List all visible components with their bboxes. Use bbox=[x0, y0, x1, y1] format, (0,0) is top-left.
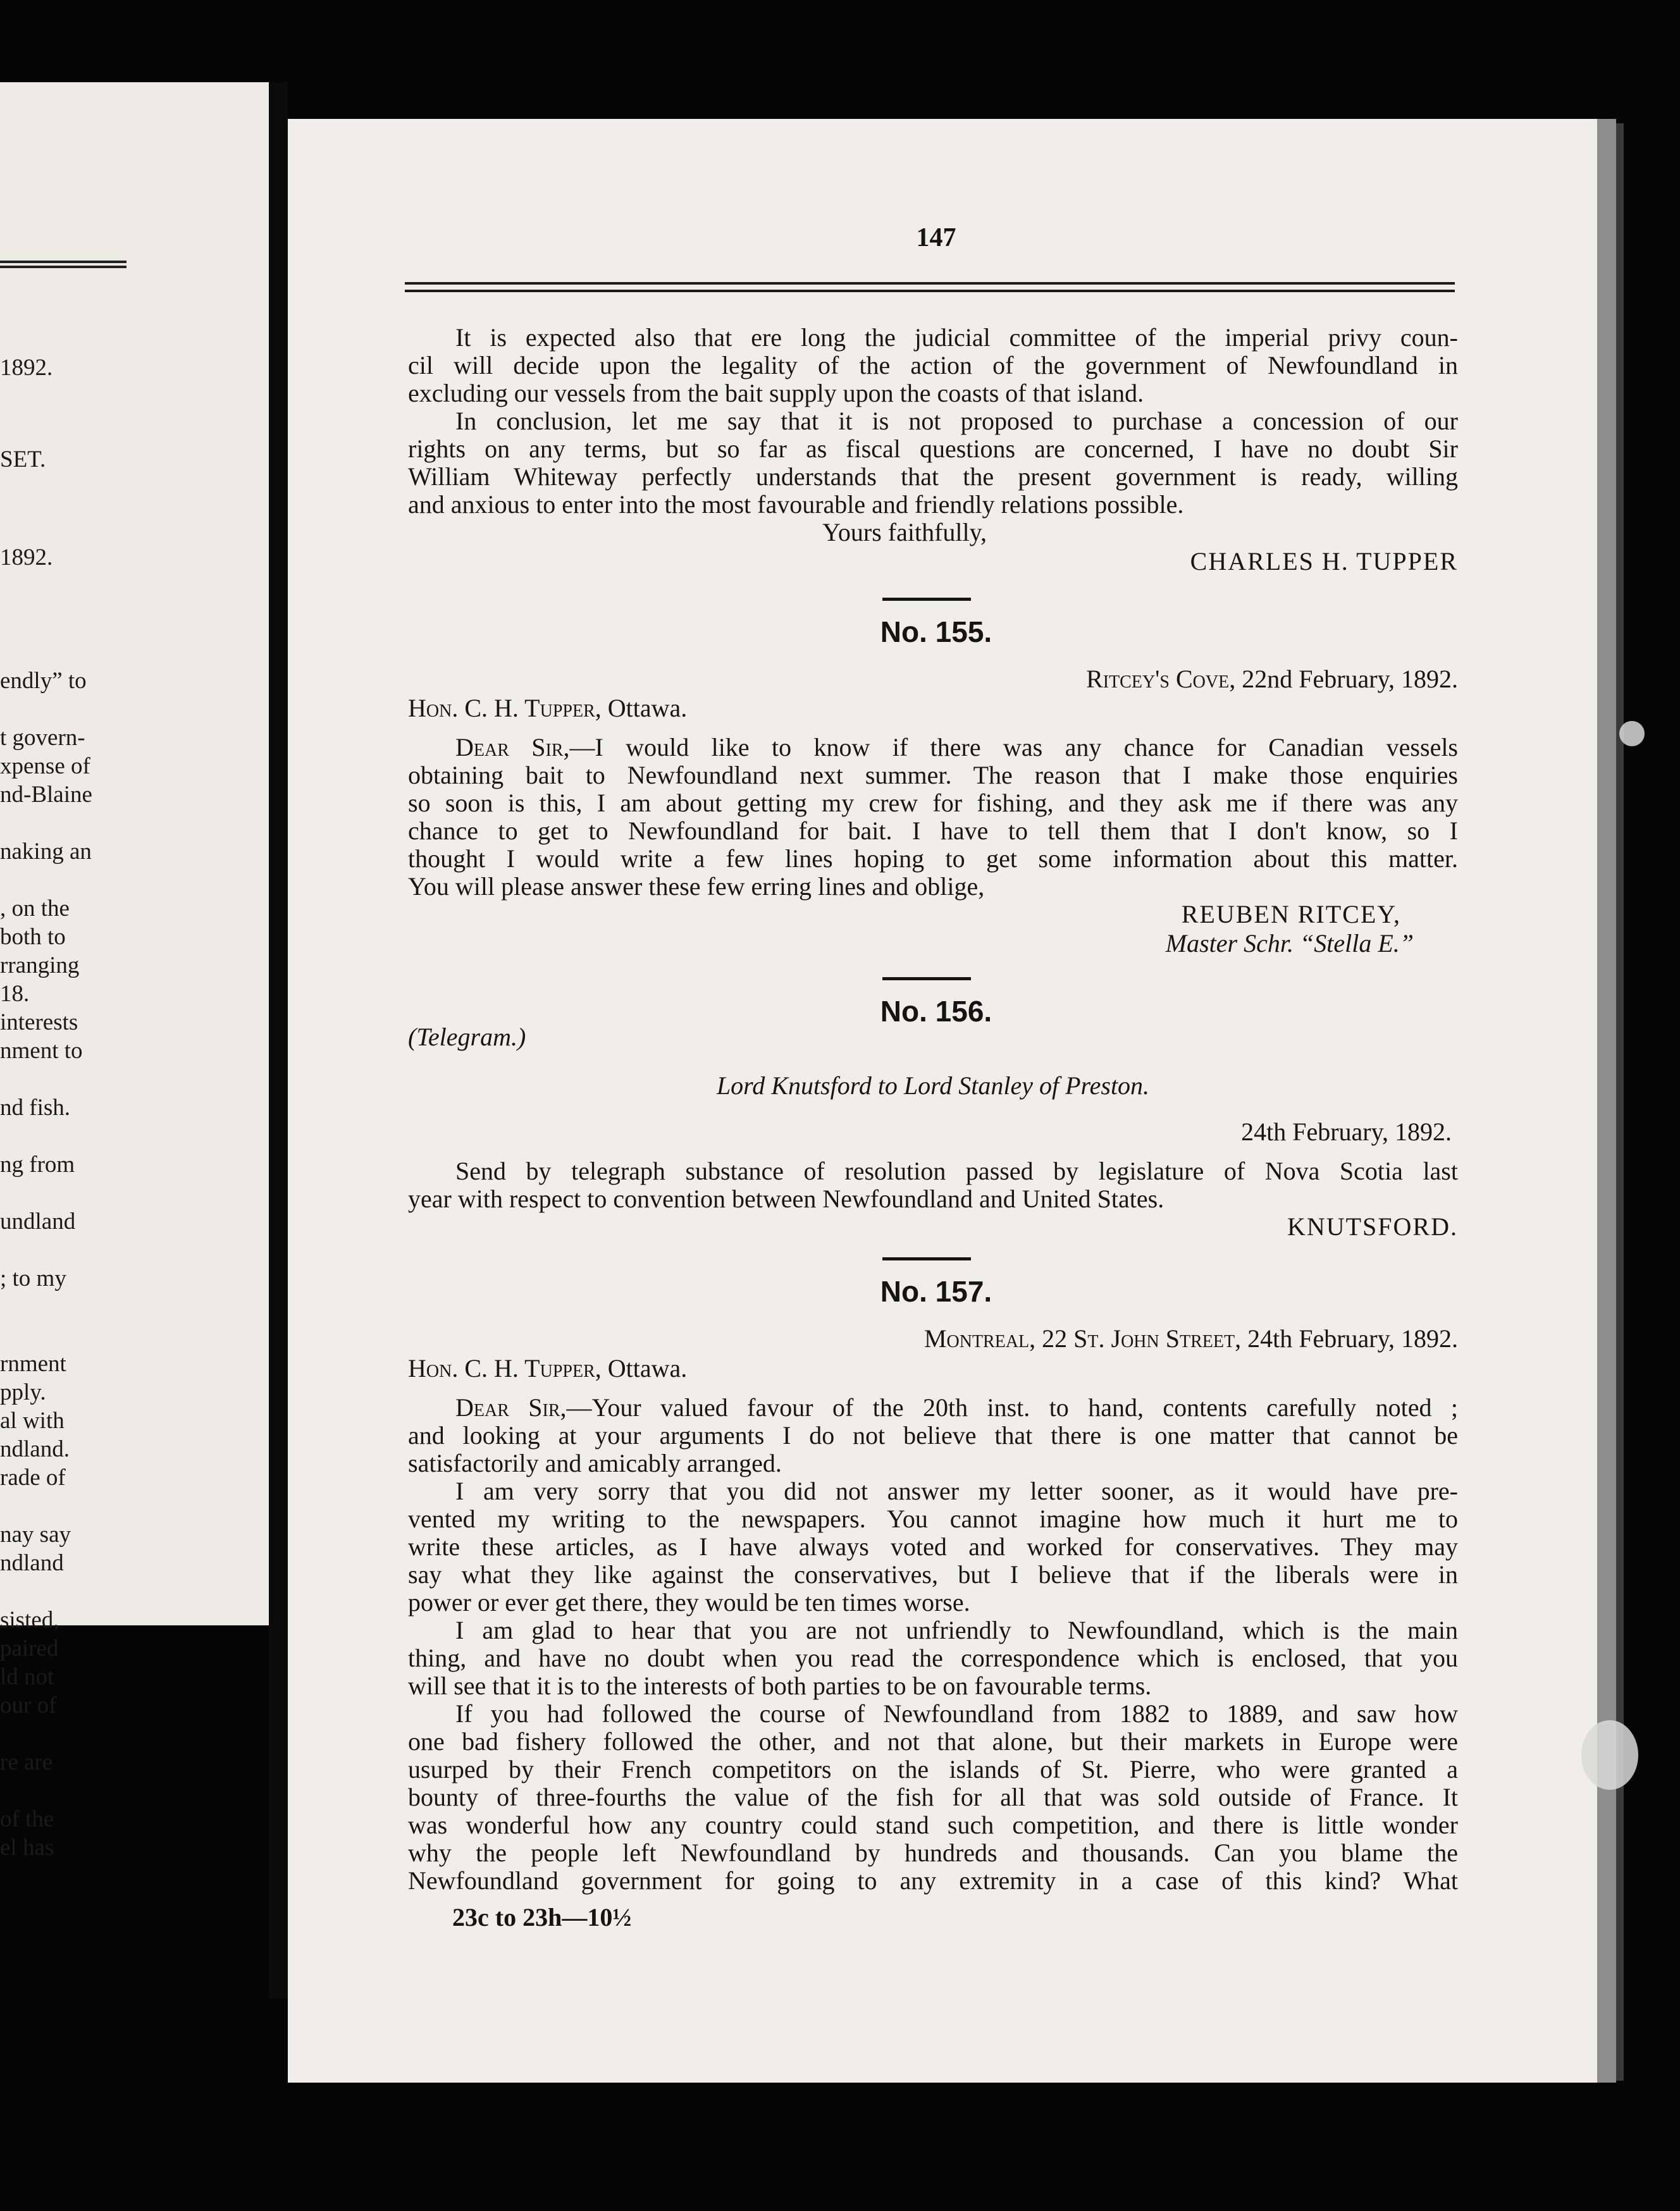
letter-line: I am very sorry that you did not answer my letter sooner, as it would have pre- bbox=[455, 1477, 1458, 1505]
letter-line: satisfactorily and amicably arranged. bbox=[408, 1449, 782, 1477]
letter-line: You will please answer these few erring lines and oblige, bbox=[408, 872, 985, 901]
addressee bbox=[408, 694, 1458, 722]
left-page-fragment: nd fish. bbox=[0, 1095, 70, 1121]
section-divider bbox=[882, 1257, 971, 1260]
addressee-place: Ottawa. bbox=[607, 694, 688, 722]
left-page-fragment: both to bbox=[0, 924, 66, 950]
letter-line: year with respect to convention between Newfoundland and United States. bbox=[408, 1185, 1164, 1213]
date: 22nd February, 1892. bbox=[1242, 665, 1458, 693]
signature-title: Master Schr. “Stella E.” bbox=[1165, 929, 1414, 958]
salutation: Dear Sir, bbox=[455, 733, 570, 761]
telegram-note: (Telegram.) bbox=[408, 1023, 526, 1051]
left-page-fragment: ng from bbox=[0, 1152, 75, 1178]
left-page-fragment: our of bbox=[0, 1692, 57, 1718]
letter-line: say what they like against the conservatives, but I believe that if the liberals were in bbox=[408, 1560, 1458, 1589]
letter-line: I am glad to hear that you are not unfriendly to Newfoundland, which is the main bbox=[455, 1616, 1458, 1644]
intro-line: In conclusion, let me say that it is not proposed to purchase a concession of our bbox=[455, 407, 1458, 435]
left-page-fragment: interests bbox=[0, 1009, 78, 1035]
left-page-fragment: ; to my bbox=[0, 1266, 66, 1291]
letter-line: was wonderful how any country could stand such competition, and there is little wonder bbox=[408, 1811, 1458, 1839]
signature: CHARLES H. TUPPER bbox=[1190, 547, 1458, 576]
place: Montreal, 22 St. John Street, bbox=[923, 1324, 1242, 1353]
document-number: No. 157. bbox=[880, 1275, 992, 1308]
date: 24th February, 1892. bbox=[1247, 1324, 1458, 1353]
letter-line: Send by telegraph substance of resolution passed by legislature of Nova Scotia last bbox=[455, 1157, 1458, 1185]
left-page-fragment: ndland. bbox=[0, 1436, 70, 1462]
left-page-fragment: ndland bbox=[0, 1550, 64, 1576]
page-number: 147 bbox=[916, 223, 956, 252]
letter-line: If you had followed the course of Newfoundland from 1882 to 1889, and saw how bbox=[455, 1699, 1458, 1728]
place-date bbox=[408, 665, 1458, 693]
left-page-fragment: 18. bbox=[0, 981, 30, 1007]
printer-signature-mark: 23c to 23h—10½ bbox=[452, 1903, 632, 1931]
letter-text: —I would like to know if there was any chance for Canadian vessels bbox=[569, 733, 1459, 761]
left-page-fragment: 1892. bbox=[0, 545, 53, 570]
left-page-fragment: xpense of bbox=[0, 753, 90, 779]
intro-line: excluding our vessels from the bait supply upon the coasts of that island. bbox=[408, 379, 1144, 407]
intro-line: rights on any terms, but so far as fiscal questions are concerned, I have no doubt Sir bbox=[408, 434, 1458, 463]
left-page-fragment: SET. bbox=[0, 447, 46, 472]
document-number: No. 155. bbox=[880, 615, 992, 648]
letter-line: thought I would write a few lines hoping to get some information about this matter. bbox=[408, 844, 1458, 873]
document-number: No. 156. bbox=[880, 995, 992, 1028]
left-page-fragment: undland bbox=[0, 1209, 76, 1235]
section-divider bbox=[882, 977, 971, 980]
place: Ritcey's Cove, bbox=[1086, 665, 1236, 693]
left-page-fragment: naking an bbox=[0, 839, 92, 865]
left-page-fragment: t govern- bbox=[0, 725, 85, 751]
left-page-fragment: nay say bbox=[0, 1522, 71, 1548]
left-page-fragment: re are bbox=[0, 1749, 53, 1775]
signature: REUBEN RITCEY, bbox=[1181, 900, 1401, 928]
letter-line bbox=[408, 1394, 1458, 1422]
signature: KNUTSFORD. bbox=[1287, 1212, 1458, 1241]
addressee-name: Hon. C. H. Tupper, bbox=[408, 1354, 602, 1383]
salutation: Dear Sir, bbox=[455, 1393, 567, 1422]
left-page-fragment: 1892. bbox=[0, 355, 53, 381]
header-rule bbox=[405, 290, 1455, 292]
left-page-fragment: pply. bbox=[0, 1379, 46, 1405]
addressee-name: Hon. C. H. Tupper, bbox=[408, 694, 602, 722]
left-page-rule bbox=[0, 266, 127, 268]
scan-spot bbox=[1619, 721, 1645, 746]
left-page-fragment: , on the bbox=[0, 896, 70, 921]
left-page-fragment: nd-Blaine bbox=[0, 782, 92, 808]
header-rule bbox=[405, 282, 1455, 285]
left-page-fragment: of the bbox=[0, 1806, 54, 1832]
letter-line: write these articles, as I have always voted and worked for conservatives. They may bbox=[408, 1532, 1458, 1561]
letter-line: vented my writing to the newspapers. You cannot imagine how much it hurt me to bbox=[408, 1505, 1458, 1533]
letter-text: —Your valued favour of the 20th inst. to hand, contents carefully noted ; bbox=[566, 1393, 1458, 1422]
left-page-fragment: endly” to bbox=[0, 668, 87, 694]
left-facing-page bbox=[0, 82, 269, 1861]
intro-line: William Whiteway perfectly understands that the present government is ready, willing bbox=[408, 462, 1458, 491]
left-page-fragment: nment to bbox=[0, 1038, 83, 1064]
letter-line: chance to get to Newfoundland for bait. I have to tell them that I don't know, so I bbox=[408, 816, 1458, 845]
letter-line: will see that it is to the interests of both parties to be on favourable terms. bbox=[408, 1672, 1152, 1700]
date: 24th February, 1892. bbox=[1241, 1118, 1452, 1146]
left-page-fragment: ld not bbox=[0, 1664, 54, 1690]
left-page-fragment: rnment bbox=[0, 1351, 66, 1377]
letter-line: power or ever get there, they would be ten times worse. bbox=[408, 1588, 970, 1617]
addressee bbox=[408, 1355, 1458, 1383]
left-page-fragment: rade of bbox=[0, 1465, 66, 1491]
left-page-fragment: rranging bbox=[0, 952, 80, 978]
left-page-fragment: al with bbox=[0, 1408, 65, 1434]
letter-line: one bad fishery followed the other, and not that alone, but their markets in Europe were bbox=[408, 1727, 1458, 1756]
left-page-fragment: sisted, bbox=[0, 1607, 59, 1633]
letter-line: so soon is this, I am about getting my crew for fishing, and they ask me if there was any bbox=[408, 789, 1458, 817]
closing-phrase: Yours faithfully, bbox=[822, 518, 987, 546]
letter-line: Newfoundland government for going to any extremity in a case of this kind? What bbox=[408, 1866, 1458, 1895]
section-divider bbox=[882, 598, 971, 601]
letter-line: bounty of three-fourths the value of the fish for all that was sold outside of France. It bbox=[408, 1783, 1458, 1811]
left-page-rule bbox=[0, 261, 127, 263]
book-gutter bbox=[269, 82, 288, 1999]
letter-line: thing, and have no doubt when you read the correspondence which is enclosed, that you bbox=[408, 1644, 1458, 1672]
letter-line: obtaining bait to Newfoundland next summer. The reason that I make those enquiries bbox=[408, 761, 1458, 789]
intro-line: It is expected also that ere long the judicial committee of the imperial privy coun- bbox=[455, 323, 1458, 352]
place-date bbox=[408, 1325, 1458, 1353]
addressee-place: Ottawa. bbox=[607, 1354, 688, 1383]
intro-line: and anxious to enter into the most favourable and friendly relations possible. bbox=[408, 490, 1184, 519]
letter-line: and looking at your arguments I do not believe that there is one matter that cannot be bbox=[408, 1421, 1458, 1450]
scan-spot bbox=[1581, 1720, 1638, 1790]
left-page-fragment: paired bbox=[0, 1635, 59, 1661]
letter-line: usurped by their French competitors on the islands of St. Pierre, who were granted a bbox=[408, 1755, 1458, 1783]
telegram-heading: Lord Knutsford to Lord Stanley of Preston. bbox=[716, 1071, 1150, 1100]
intro-line: cil will decide upon the legality of the action of the government of Newfoundland in bbox=[408, 351, 1458, 379]
letter-line bbox=[408, 734, 1458, 761]
letter-line: why the people left Newfoundland by hundreds and thousands. Can you blame the bbox=[408, 1838, 1458, 1867]
left-page-fragment: el has bbox=[0, 1835, 54, 1861]
